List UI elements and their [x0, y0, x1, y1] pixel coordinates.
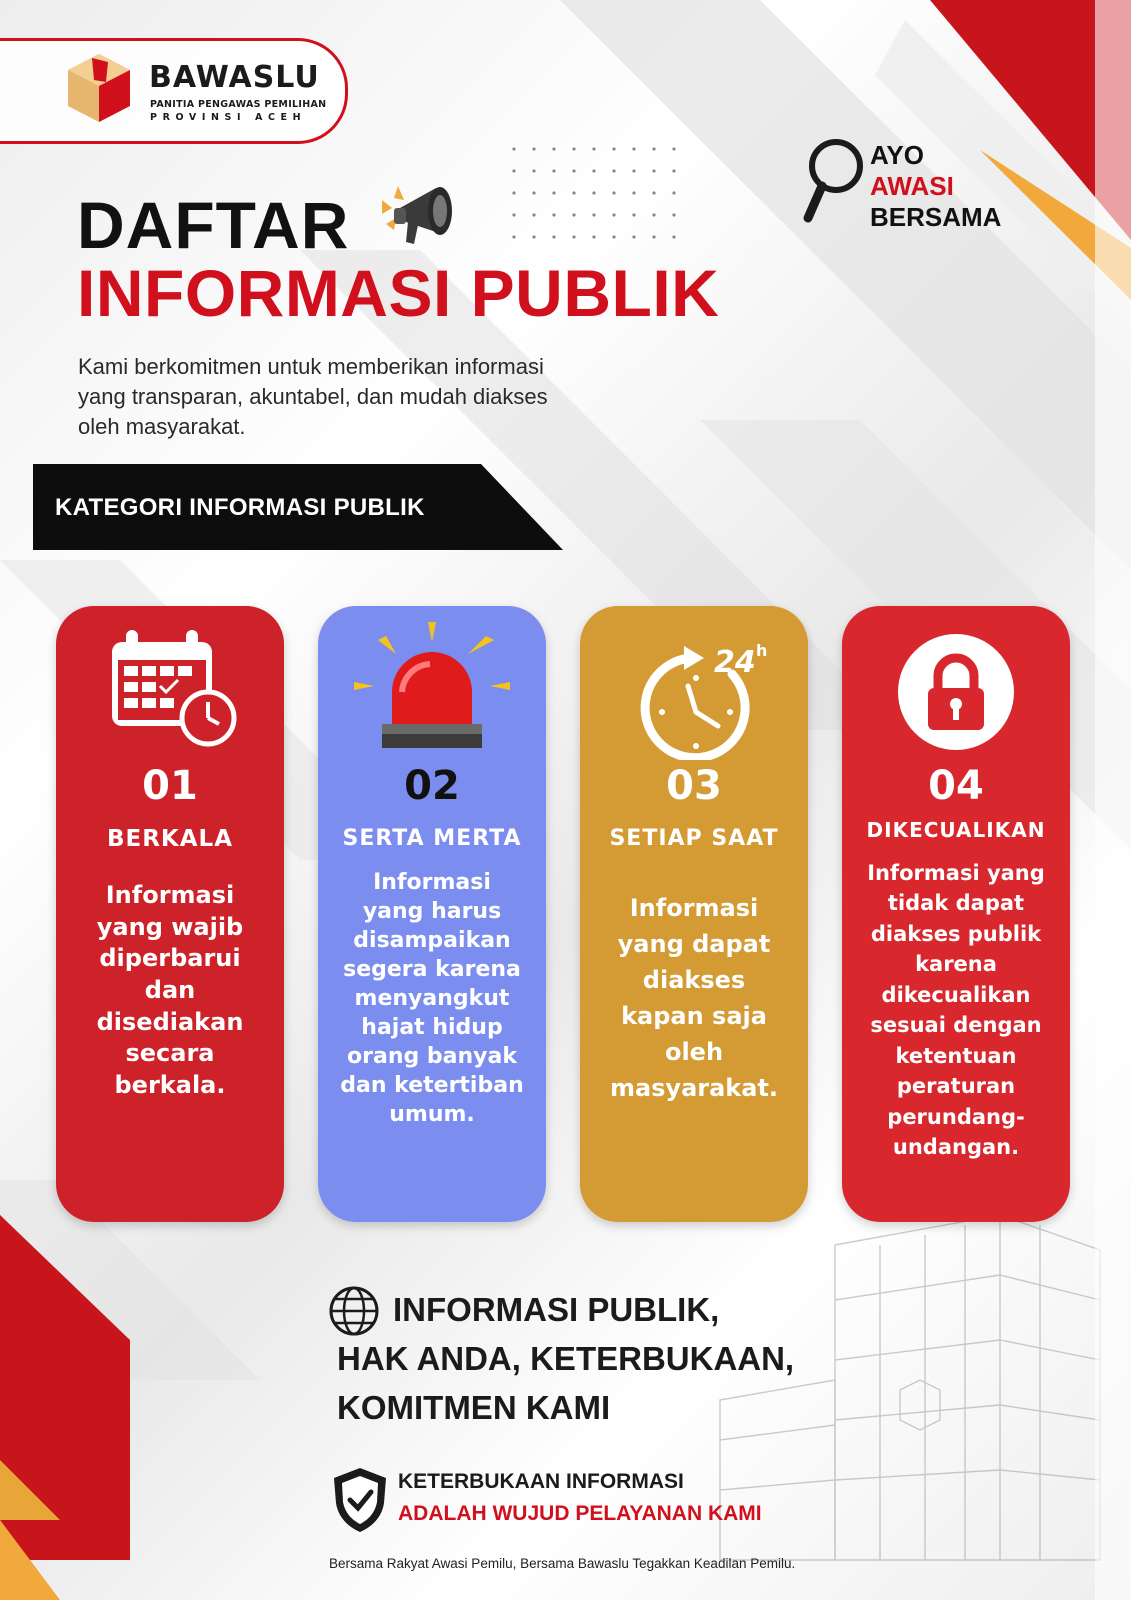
slogan	[337, 1285, 794, 1432]
bawaslu-logo-icon	[64, 52, 134, 124]
intro-paragraph	[78, 352, 638, 442]
description-line: peraturan	[896, 1074, 1016, 1099]
category-name: SERTA MERTA	[342, 826, 522, 851]
page-title-line-1: DAFTAR	[77, 188, 350, 262]
category-description	[858, 858, 1054, 1162]
category-name: BERKALA	[106, 826, 234, 852]
description-line: dan	[144, 976, 196, 1005]
description-line: masyarakat.	[609, 1074, 779, 1102]
description-line: diakses	[642, 966, 746, 994]
intro-line: oleh masyarakat.	[78, 414, 246, 439]
closing-line-1: KETERBUKAAN INFORMASI	[398, 1470, 684, 1493]
intro-line: Kami berkomitmen untuk memberikan informasi	[78, 354, 544, 379]
category-number: 03	[666, 763, 722, 809]
category-name: SETIAP SAAT	[609, 826, 779, 851]
closing-line-2: ADALAH WUJUD PELAYANAN KAMI	[398, 1502, 762, 1525]
dot-grid-decoration	[512, 147, 682, 247]
description-line: segera karena	[343, 957, 521, 983]
icon-hour-label: h	[756, 641, 768, 660]
intro-line: yang transparan, akuntabel, dan mudah diakses	[78, 384, 548, 409]
calendar-clock-icon	[56, 620, 284, 760]
description-line: dan ketertiban	[340, 1073, 524, 1099]
description-line: yang wajib	[96, 912, 244, 941]
description-line: Informasi yang	[867, 861, 1045, 885]
description-line: disampaikan	[353, 928, 511, 954]
brand-subtitle: PANITIA PENGAWAS PEMILIHAN	[150, 99, 327, 110]
padlock-icon	[842, 620, 1070, 760]
category-card-serta-merta	[318, 606, 546, 1222]
tagline-line-2: AWASI	[870, 171, 954, 201]
footer-text: Bersama Rakyat Awasi Pemilu, Bersama Bawaslu Tegakkan Keadilan Pemilu.	[329, 1556, 796, 1571]
tagline	[870, 140, 1001, 233]
description-line: perundang-	[887, 1104, 1025, 1129]
tagline-line-3: BERSAMA	[870, 202, 1002, 232]
description-line: Informasi	[373, 870, 491, 895]
description-line: karena	[915, 952, 997, 977]
description-line: yang dapat	[617, 930, 771, 958]
description-line: umum.	[389, 1102, 475, 1128]
magnifier-icon	[802, 136, 866, 226]
tagline-line-1: AYO	[870, 140, 924, 170]
description-line: yang harus	[362, 899, 502, 925]
description-line: Informasi	[105, 881, 235, 909]
category-description	[334, 868, 530, 1129]
category-heading: KATEGORI INFORMASI PUBLIK	[55, 494, 425, 521]
description-line: ketentuan	[895, 1043, 1017, 1068]
description-line: tidak dapat	[887, 891, 1025, 916]
brand-region: PROVINSI ACEH	[150, 112, 307, 123]
category-description	[596, 890, 792, 1106]
description-line: disediakan	[96, 1007, 244, 1036]
description-line: menyangkut	[354, 986, 510, 1012]
page-title-line-2: INFORMASI PUBLIK	[77, 256, 720, 330]
category-number: 01	[142, 763, 198, 809]
slogan-line-2: HAK ANDA, KETERBUKAAN,	[337, 1340, 795, 1377]
icon-24-label: 24	[714, 645, 756, 680]
category-card-dikecualikan	[842, 606, 1070, 1222]
description-line: oleh	[664, 1038, 724, 1066]
brand-name: BAWASLU	[149, 60, 320, 95]
description-line: dikecualikan	[881, 982, 1031, 1007]
description-line: kapan saja	[621, 1002, 767, 1030]
shield-check-icon	[330, 1465, 390, 1535]
description-line: hajat hidup	[361, 1015, 503, 1041]
category-card-berkala	[56, 606, 284, 1222]
description-line: Informasi	[629, 894, 759, 922]
siren-icon	[318, 620, 546, 760]
category-card-setiap-saat	[580, 606, 808, 1222]
megaphone-icon	[378, 178, 468, 258]
description-line: secara	[125, 1039, 215, 1068]
description-line: berkala.	[114, 1071, 226, 1100]
category-description	[72, 880, 268, 1102]
description-line: orang banyak	[347, 1044, 517, 1070]
category-number: 04	[928, 763, 984, 809]
category-number: 02	[404, 763, 460, 809]
description-line: diakses publik	[870, 921, 1042, 946]
category-name: DIKECUALIKAN	[866, 818, 1046, 842]
slogan-line-3: KOMITMEN KAMI	[337, 1389, 611, 1426]
description-line: undangan.	[892, 1134, 1020, 1159]
description-line: sesuai dengan	[870, 1013, 1042, 1038]
clock-24h-icon	[580, 620, 808, 760]
description-line: diperbarui	[99, 944, 241, 973]
slogan-line-1: INFORMASI PUBLIK,	[393, 1291, 720, 1328]
